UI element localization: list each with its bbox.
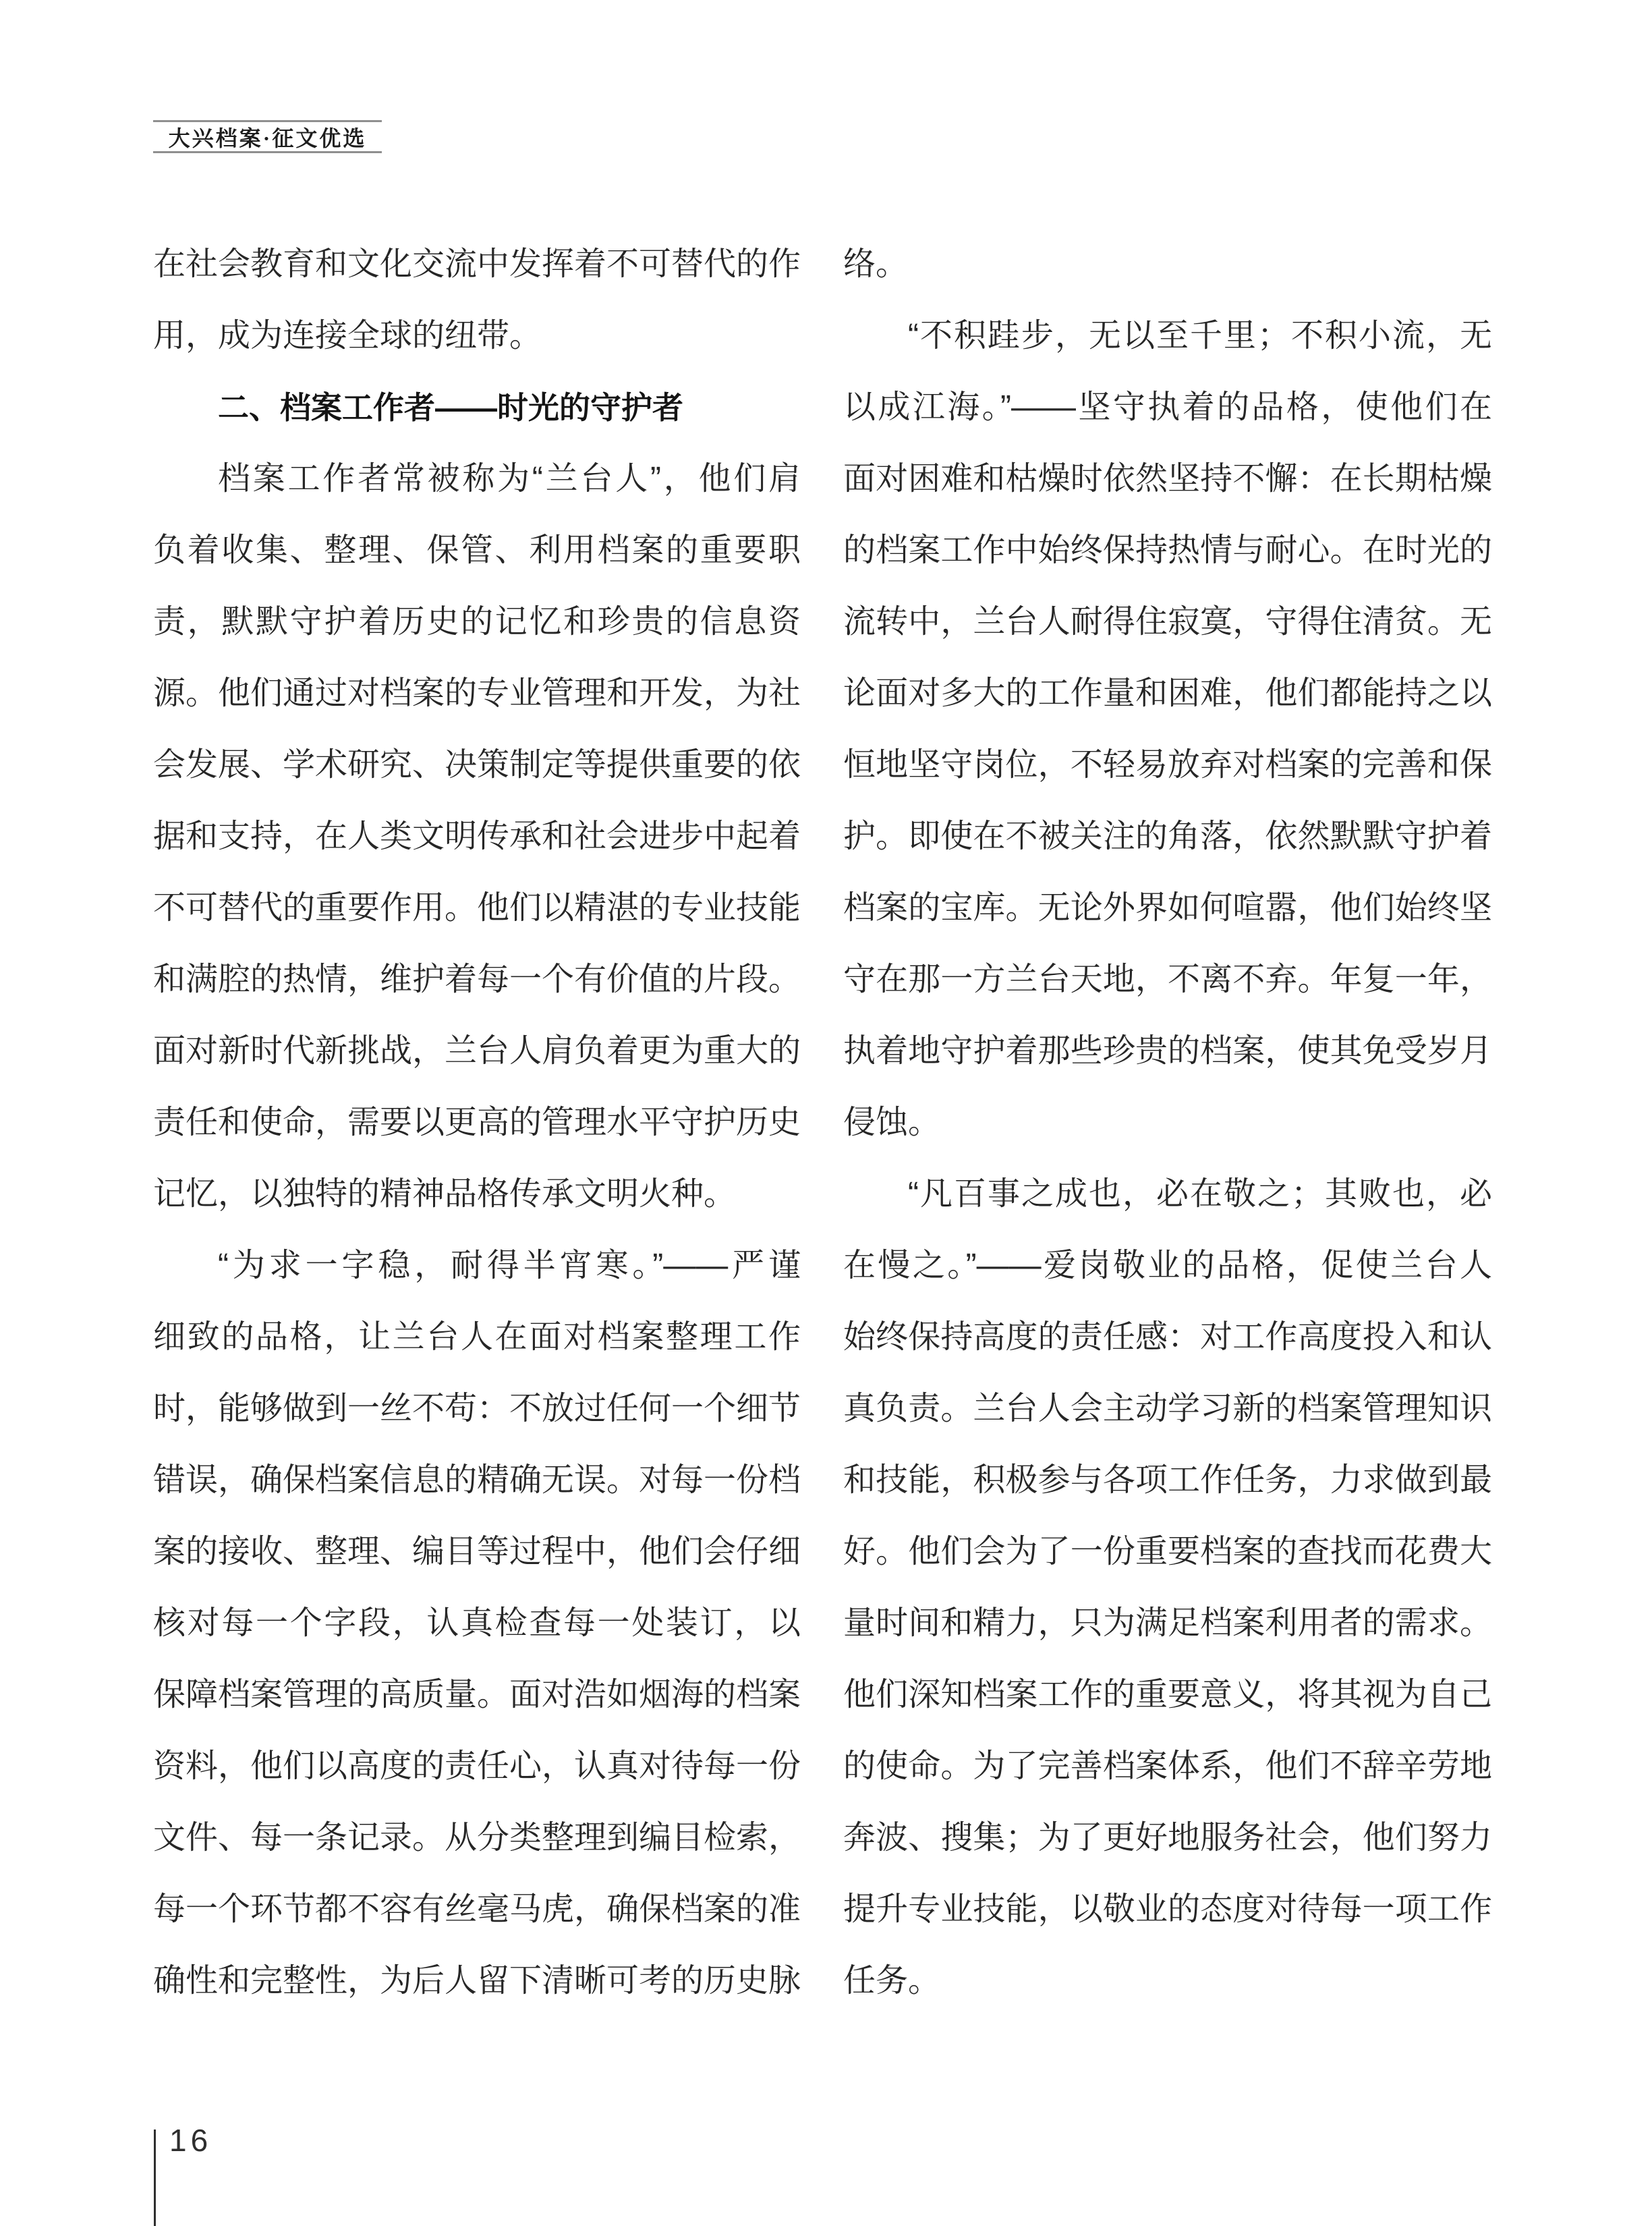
text-line: 文件、每一条记录。从分类整理到编目检索，	[153, 1820, 801, 1856]
text-line: “凡百事之成也，必在敬之；其败也，必	[908, 1176, 1492, 1212]
text-line: 始终保持高度的责任感：对工作高度投入和认	[843, 1319, 1492, 1355]
text-line: 源。他们通过对档案的专业管理和开发，为社	[153, 675, 801, 711]
text-line: 在慢之。”——爱岗敬业的品格，促使兰台人	[843, 1248, 1492, 1283]
text-line: 每一个环节都不容有丝毫马虎，确保档案的准	[153, 1891, 801, 1927]
text-line: 会发展、学术研究、决策制定等提供重要的依	[153, 747, 801, 783]
text-line: 恒地坚守岗位，不轻易放弃对档案的完善和保	[843, 747, 1492, 783]
text-line: “为求一字稳，耐得半宵寒。”——严谨	[218, 1248, 801, 1283]
text-line: 案的接收、整理、编目等过程中，他们会仔细	[153, 1534, 801, 1569]
section-heading: 二、档案工作者——时光的守护者	[218, 390, 683, 425]
text-line: 记忆，以独特的精神品格传承文明火种。	[153, 1176, 737, 1212]
text-line: 护。即使在不被关注的角落，依然默默守护着	[843, 818, 1492, 854]
text-line: 档案工作者常被称为“兰台人”，他们肩	[218, 461, 801, 497]
text-line: 执着地守护着那些珍贵的档案，使其免受岁月	[843, 1033, 1492, 1069]
text-line: 不可替代的重要作用。他们以精湛的专业技能	[153, 890, 801, 926]
text-line: 以成江海。”——坚守执着的品格，使他们在	[843, 389, 1492, 425]
text-line: 细致的品格，让兰台人在面对档案整理工作	[153, 1319, 801, 1355]
running-header-title: 大兴档案·征文优选	[168, 126, 367, 150]
text-column-left	[153, 229, 801, 2017]
text-line: 时，能够做到一丝不苟：不放过任何一个细节	[153, 1391, 801, 1426]
text-line: 量时间和精力，只为满足档案利用者的需求。	[843, 1605, 1492, 1641]
text-line: 错误，确保档案信息的精确无误。对每一份档	[153, 1462, 801, 1498]
text-line: 流转中，兰台人耐得住寂寞，守得住清贫。无	[843, 604, 1492, 640]
text-line: 络。	[843, 246, 909, 282]
text-line: 的使命。为了完善档案体系，他们不辞辛劳地	[843, 1748, 1492, 1784]
text-line: 守在那一方兰台天地，不离不弃。年复一年，	[843, 962, 1492, 997]
text-line: 面对困难和枯燥时依然坚持不懈：在长期枯燥	[843, 461, 1492, 497]
text-line: 和技能，积极参与各项工作任务，力求做到最	[843, 1462, 1492, 1498]
text-line: 提升专业技能，以敬业的态度对待每一项工作	[843, 1891, 1492, 1927]
text-line: 档案的宝库。无论外界如何喧嚣，他们始终坚	[843, 890, 1492, 926]
text-line: “不积跬步，无以至千里；不积小流，无	[908, 318, 1492, 354]
running-header	[153, 120, 382, 153]
text-line: 用，成为连接全球的纽带。	[153, 318, 542, 354]
text-line: 确性和完整性，为后人留下清晰可考的历史脉	[153, 1963, 801, 1999]
footer-rule	[154, 2130, 156, 2226]
text-line: 他们深知档案工作的重要意义，将其视为自己	[843, 1677, 1492, 1713]
text-line: 资料，他们以高度的责任心，认真对待每一份	[153, 1748, 801, 1784]
text-line: 任务。	[843, 1963, 941, 1999]
text-line: 面对新时代新挑战，兰台人肩负着更为重大的	[153, 1033, 801, 1069]
text-line: 保障档案管理的高质量。面对浩如烟海的档案	[153, 1677, 801, 1713]
text-column-right	[843, 229, 1492, 2017]
text-line: 核对每一个字段，认真检查每一处装订，以	[153, 1605, 801, 1641]
text-line: 和满腔的热情，维护着每一个有价值的片段。	[153, 962, 801, 997]
text-line: 奔波、搜集；为了更好地服务社会，他们努力	[843, 1820, 1492, 1856]
text-line: 真负责。兰台人会主动学习新的档案管理知识	[843, 1391, 1492, 1426]
text-line: 在社会教育和文化交流中发挥着不可替代的作	[153, 246, 801, 282]
text-line: 好。他们会为了一份重要档案的查找而花费大	[843, 1534, 1492, 1569]
text-line: 的档案工作中始终保持热情与耐心。在时光的	[843, 532, 1492, 568]
text-line: 责，默默守护着历史的记忆和珍贵的信息资	[153, 604, 801, 640]
page-number: 16	[169, 2123, 212, 2158]
text-line: 据和支持，在人类文明传承和社会进步中起着	[153, 818, 801, 854]
text-line: 负着收集、整理、保管、利用档案的重要职	[153, 532, 801, 568]
text-line: 责任和使命，需要以更高的管理水平守护历史	[153, 1105, 801, 1140]
text-line: 论面对多大的工作量和困难，他们都能持之以	[843, 675, 1492, 711]
text-line: 侵蚀。	[843, 1105, 941, 1140]
